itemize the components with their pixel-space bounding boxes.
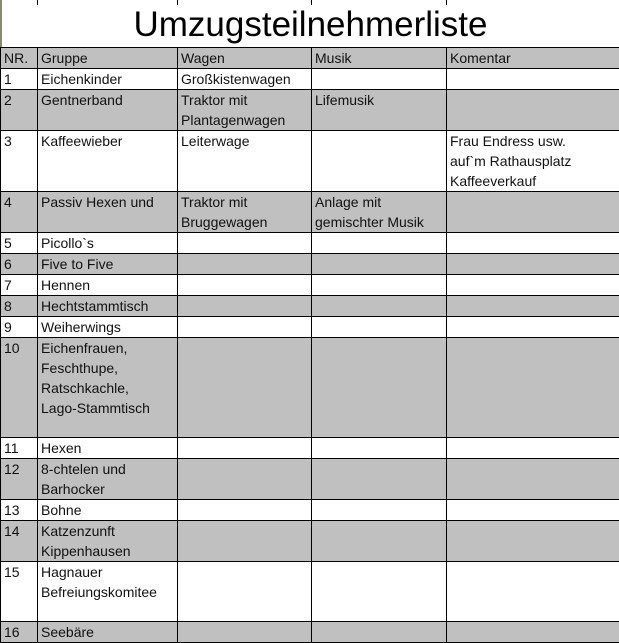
cell-musik[interactable]: Anlage mit gemischter Musik	[312, 192, 447, 233]
cell-musik[interactable]	[312, 500, 447, 521]
cell-komentar[interactable]	[447, 459, 619, 500]
cell-gruppe[interactable]: Gruppe	[38, 48, 178, 69]
cell-wagen[interactable]: Traktor mit Plantagenwagen	[178, 90, 312, 131]
cell-komentar[interactable]	[447, 192, 619, 233]
cell-gruppe[interactable]: Hennen	[38, 275, 178, 296]
cell-nr[interactable]: NR.	[1, 48, 38, 69]
cell-wagen[interactable]	[178, 233, 312, 254]
cell-wagen[interactable]	[178, 254, 312, 275]
cell-nr[interactable]: 7	[1, 275, 38, 296]
table-row	[1, 500, 619, 521]
cell-musik[interactable]	[312, 69, 447, 90]
cell-gruppe[interactable]: Kaffeewieber	[38, 131, 178, 192]
cell-nr[interactable]: 11	[1, 438, 38, 459]
cell-musik[interactable]	[312, 233, 447, 254]
table-row	[1, 131, 619, 192]
cell-nr[interactable]: 13	[1, 500, 38, 521]
table-row	[1, 296, 619, 317]
cell-gruppe[interactable]: Passiv Hexen und	[38, 192, 178, 233]
header-row	[1, 48, 619, 69]
table-row	[1, 254, 619, 275]
cell-wagen[interactable]	[178, 338, 312, 438]
cell-musik[interactable]: Lifemusik	[312, 90, 447, 131]
cell-wagen[interactable]: Wagen	[178, 48, 312, 69]
cell-nr[interactable]: 14	[1, 521, 38, 562]
cell-komentar[interactable]	[447, 90, 619, 131]
cell-nr[interactable]: 12	[1, 459, 38, 500]
cell-musik[interactable]	[312, 521, 447, 562]
cell-wagen[interactable]	[178, 317, 312, 338]
cell-wagen[interactable]	[178, 562, 312, 622]
cell-komentar[interactable]	[447, 438, 619, 459]
cell-wagen[interactable]: Großkistenwagen	[178, 69, 312, 90]
cell-wagen[interactable]: Leiterwage	[178, 131, 312, 192]
cell-gruppe[interactable]: 8-chtelen und Barhocker	[38, 459, 178, 500]
cell-musik[interactable]	[312, 254, 447, 275]
cell-nr[interactable]: 6	[1, 254, 38, 275]
table-row	[1, 438, 619, 459]
cell-nr[interactable]: 1	[1, 69, 38, 90]
cell-komentar[interactable]	[447, 233, 619, 254]
table-row	[1, 459, 619, 500]
cell-musik[interactable]	[312, 438, 447, 459]
cell-nr[interactable]: 8	[1, 296, 38, 317]
cell-nr[interactable]: 3	[1, 131, 38, 192]
cell-gruppe[interactable]: Five to Five	[38, 254, 178, 275]
cell-komentar[interactable]	[447, 521, 619, 562]
cell-komentar[interactable]	[447, 275, 619, 296]
table-row	[1, 275, 619, 296]
table-row	[1, 338, 619, 438]
cell-gruppe[interactable]: Gentnerband	[38, 90, 178, 131]
cell-musik[interactable]	[312, 275, 447, 296]
cell-komentar[interactable]	[447, 622, 619, 643]
cell-gruppe[interactable]: Hexen	[38, 438, 178, 459]
cell-komentar[interactable]	[447, 338, 619, 438]
cell-gruppe[interactable]: Seebäre	[38, 622, 178, 643]
cell-musik[interactable]	[312, 562, 447, 622]
cell-gruppe[interactable]: Eichenkinder	[38, 69, 178, 90]
cell-wagen[interactable]	[178, 438, 312, 459]
cell-wagen[interactable]	[178, 521, 312, 562]
participant-table	[0, 47, 619, 643]
cell-musik[interactable]	[312, 459, 447, 500]
table-row	[1, 192, 619, 233]
cell-komentar[interactable]	[447, 500, 619, 521]
cell-musik[interactable]	[312, 317, 447, 338]
cell-nr[interactable]: 16	[1, 622, 38, 643]
cell-musik[interactable]: Musik	[312, 48, 447, 69]
cell-komentar[interactable]	[447, 317, 619, 338]
cell-nr[interactable]: 2	[1, 90, 38, 131]
cell-wagen[interactable]	[178, 622, 312, 643]
cell-gruppe[interactable]: Hagnauer Befreiungskomitee	[38, 562, 178, 622]
cell-wagen[interactable]	[178, 296, 312, 317]
table-row	[1, 562, 619, 622]
cell-komentar[interactable]: Komentar	[447, 48, 619, 69]
table-row	[1, 521, 619, 562]
table-row	[1, 90, 619, 131]
cell-musik[interactable]	[312, 338, 447, 438]
cell-nr[interactable]: 4	[1, 192, 38, 233]
table-row	[1, 317, 619, 338]
table-row	[1, 69, 619, 90]
cell-wagen[interactable]	[178, 459, 312, 500]
cell-komentar[interactable]: Frau Endress usw. auf`m Rathausplatz Kaffeeverkauf	[447, 131, 619, 192]
sheet-title[interactable]: Umzugsteilnehmerliste	[0, 0, 619, 47]
cell-nr[interactable]: 10	[1, 338, 38, 438]
cell-gruppe[interactable]: Bohne	[38, 500, 178, 521]
cell-gruppe[interactable]: Katzenzunft Kippenhausen	[38, 521, 178, 562]
cell-nr[interactable]: 15	[1, 562, 38, 622]
table-row	[1, 622, 619, 643]
cell-komentar[interactable]	[447, 254, 619, 275]
cell-komentar[interactable]	[447, 562, 619, 622]
cell-nr[interactable]: 9	[1, 317, 38, 338]
cell-gruppe[interactable]: Hechtstammtisch	[38, 296, 178, 317]
cell-komentar[interactable]	[447, 69, 619, 90]
cell-wagen[interactable]	[178, 275, 312, 296]
cell-komentar[interactable]	[447, 296, 619, 317]
cell-gruppe[interactable]: Weiherwings	[38, 317, 178, 338]
cell-musik[interactable]	[312, 296, 447, 317]
cell-musik[interactable]	[312, 622, 447, 643]
table-row	[1, 233, 619, 254]
cell-gruppe[interactable]: Eichenfrauen, Feschthupe, Ratschkachle, Lago-Stammtisch	[38, 338, 178, 438]
cell-wagen[interactable]	[178, 500, 312, 521]
cell-wagen[interactable]: Traktor mit Bruggewagen	[178, 192, 312, 233]
cell-nr[interactable]: 5	[1, 233, 38, 254]
cell-gruppe[interactable]: Picollo`s	[38, 233, 178, 254]
cell-musik[interactable]	[312, 131, 447, 192]
